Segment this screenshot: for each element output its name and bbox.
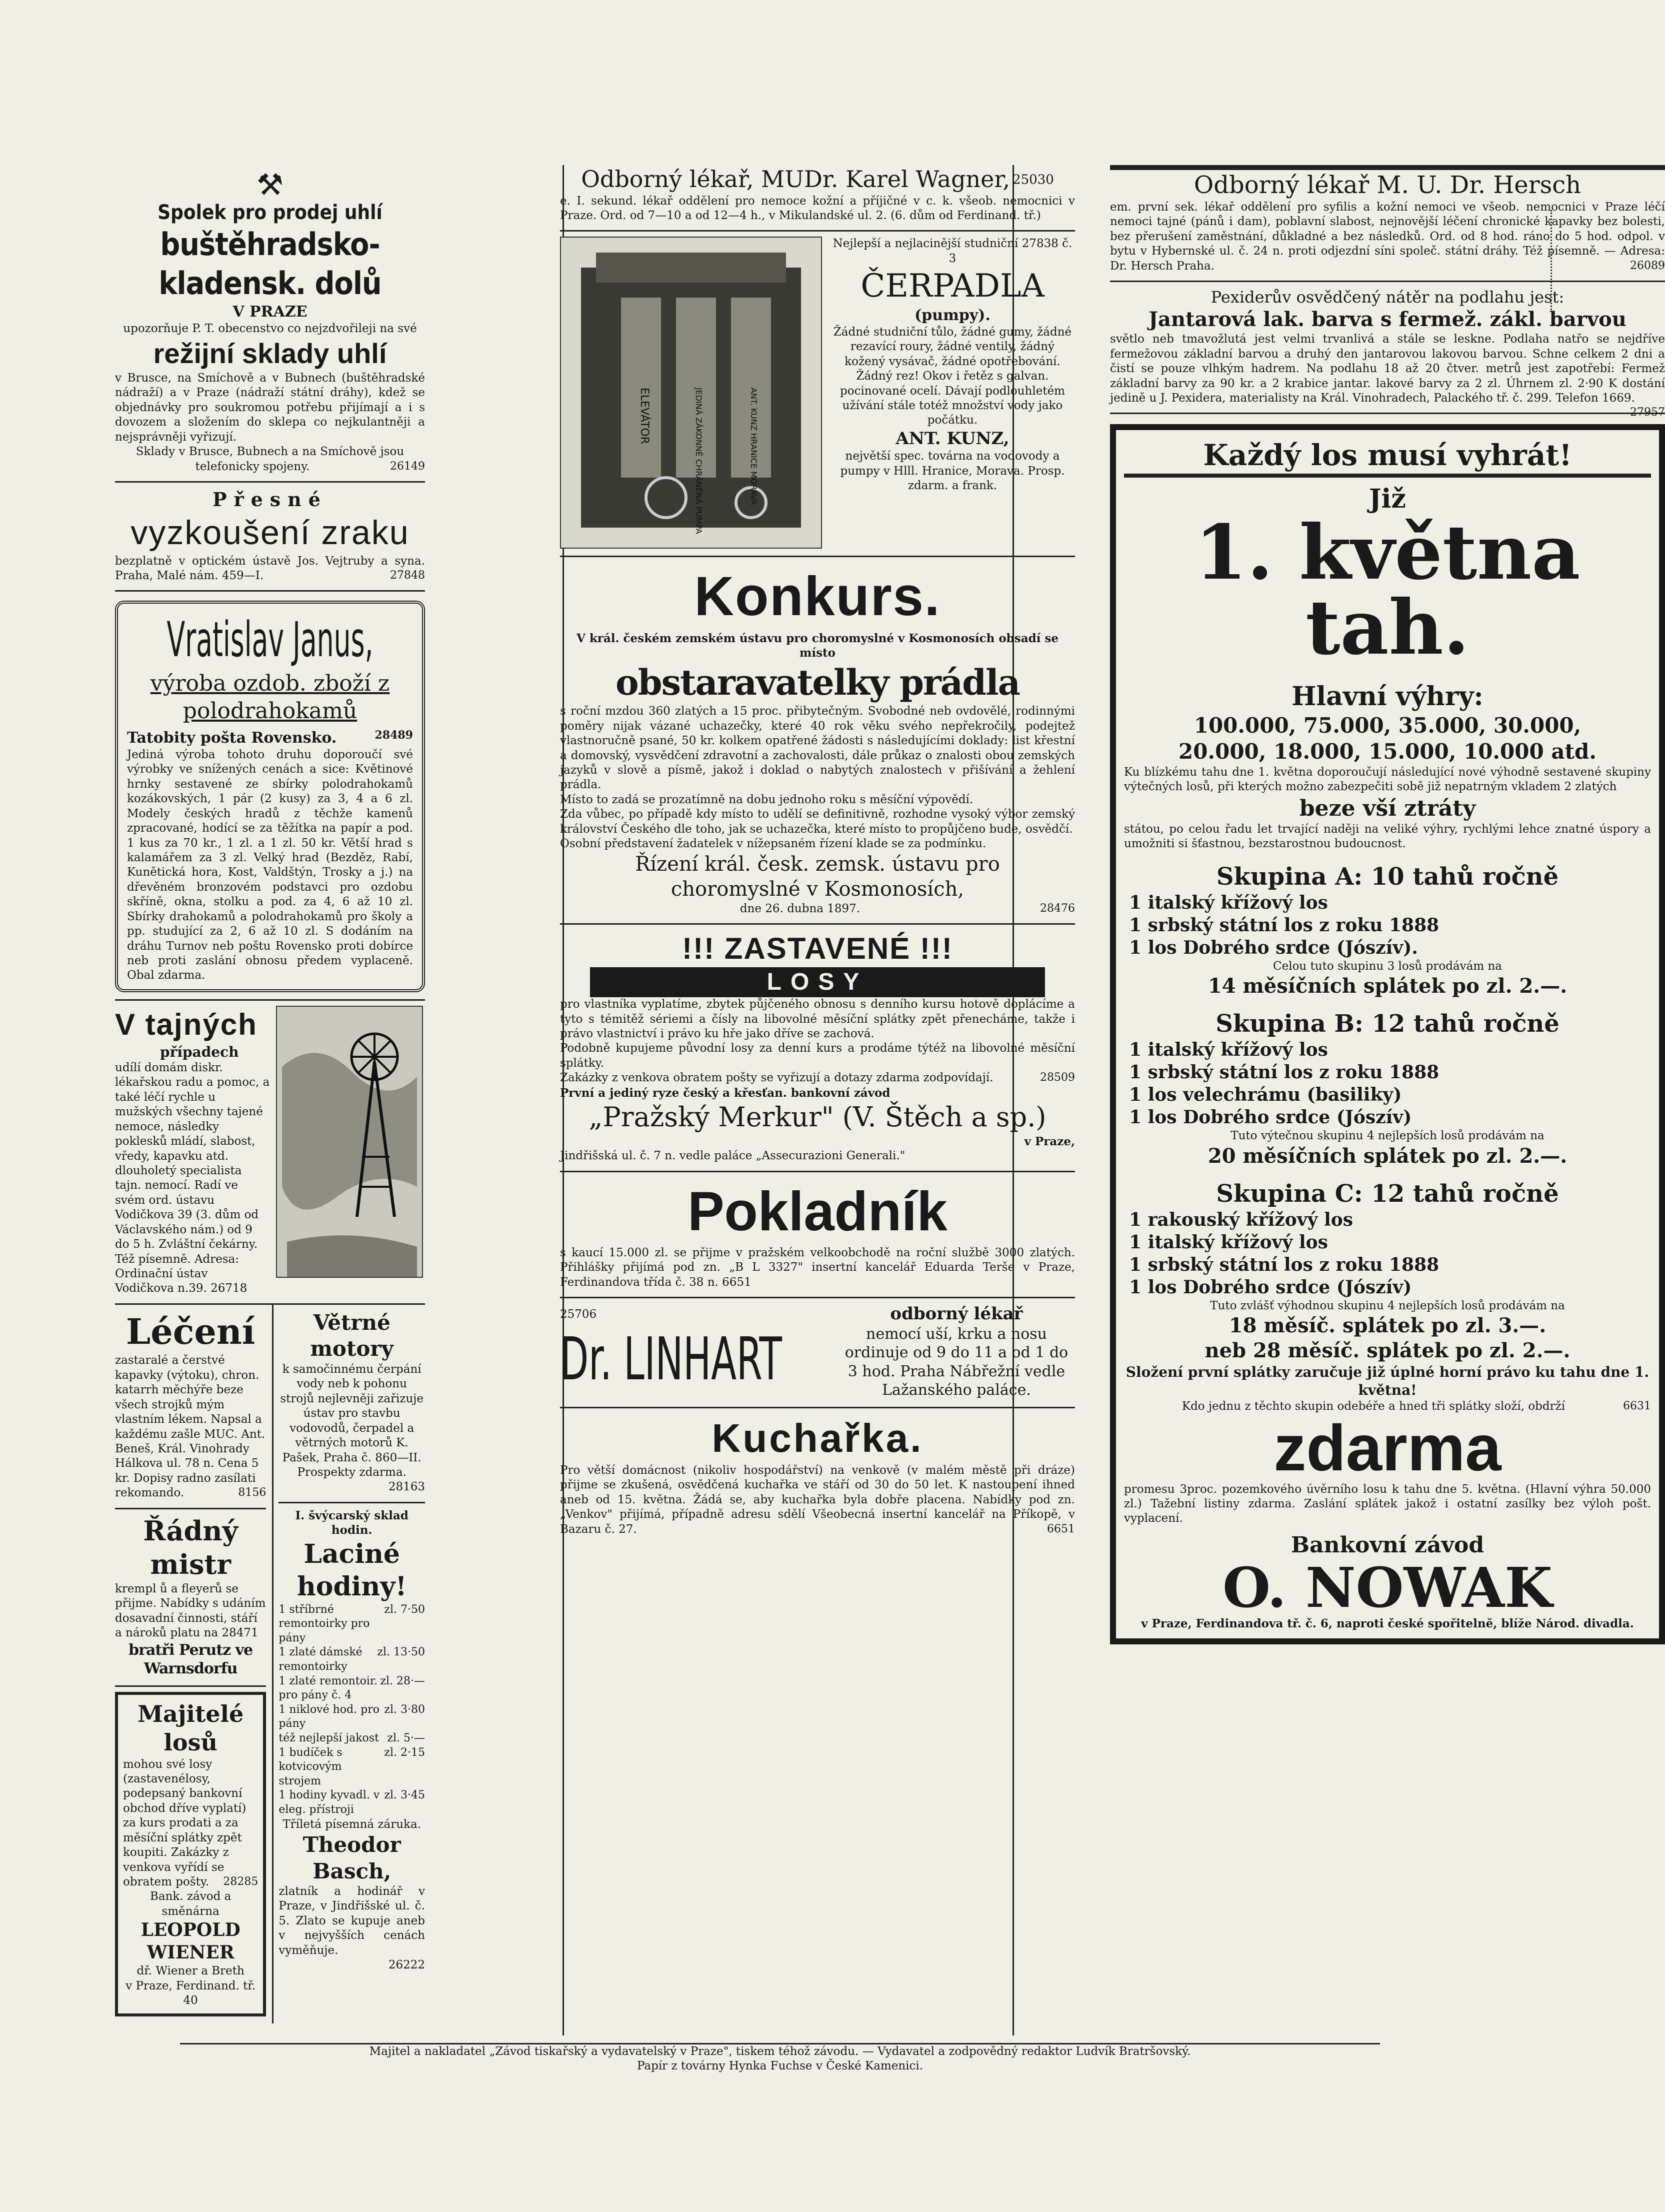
group-items xyxy=(1124,892,1651,959)
ad-text xyxy=(127,729,413,748)
ad-number: 27957 xyxy=(1630,406,1665,419)
ad-text: Zda vůbec, po případě kdy místo to udělí se definitivně, rozhodne vysoký výbor zemský království Českého dle toho, jak se uchazečka, které místo to propůjčeno bude, osvědčí. xyxy=(560,808,1075,836)
price-item: 1 zlaté dámské remontoirky xyxy=(278,1646,362,1673)
ad-body: zastaralé a čerstvé kapavky (výtoku), chron. katarrh měchýře beze všech strojků mým vlastním lékem. Napsal a každému zašle MUC. Ant. Beneš, Král. Vinohrady Hálkova ul. 78 n. Cena 5 kr. Dopisy radno zasílati rekomando. xyxy=(115,1354,266,1500)
group-note: Tuto výtečnou skupinu 4 nejlepších losů prodávám na xyxy=(1230,1129,1544,1143)
group-item: 1 srbský státní los z roku 1888 xyxy=(1129,1254,1440,1275)
ad-tajnych xyxy=(115,1001,425,1305)
ad-title: Vratislav Janus, xyxy=(166,612,374,668)
ad-date: dne 26. dubna 1897. xyxy=(740,902,860,915)
group-terms: 20 měsíčních splátek po zl. 2.—. xyxy=(1208,1144,1568,1168)
ad-address: Jindřišská ul. č. 7 n. vedle paláce „Assecurazioni Generali." xyxy=(560,1149,906,1163)
group-item: 1 italský křížový los xyxy=(1129,1039,1328,1061)
ad-text: První a jediný ryze český a křesťan. bankovní závod xyxy=(560,1086,890,1100)
ad-title: ČERPADLA xyxy=(860,268,1044,305)
ad-text xyxy=(560,1071,1075,1085)
group-items xyxy=(1124,1039,1651,1129)
ad-text xyxy=(115,1061,270,1296)
ad-text xyxy=(278,1480,425,1494)
ad-zrak xyxy=(115,483,425,592)
group-terms: neb 28 měsíč. splátek po zl. 2.—. xyxy=(1204,1338,1570,1362)
price-row xyxy=(278,1645,425,1674)
ad-leceni xyxy=(115,1305,266,1509)
ad-text xyxy=(560,1463,1075,1537)
price-item: 1 zlaté remontoir. pro pány č. 4 xyxy=(278,1674,378,1702)
price-value: zl. 13·50 xyxy=(377,1646,425,1659)
ad-title: Léčení xyxy=(126,1310,256,1352)
pump-label: ELEVÁTOR xyxy=(638,388,650,445)
ad-title: buštěhradsko-kladensk. dolů xyxy=(158,226,382,302)
ad-address: v Praze, Ferdinand. tř. 40 xyxy=(126,1979,256,2007)
ad-guarantee: Složení první splátky zaručuje již úplné horní právo ku tahu dne 1. května! xyxy=(1126,1363,1650,1398)
price-row xyxy=(278,1603,425,1646)
column-right xyxy=(1110,165,1665,1644)
ad-cerpadla xyxy=(560,232,1075,557)
ad-frame xyxy=(115,1692,266,2016)
ad-number: 26222 xyxy=(388,1958,425,1972)
ad-text xyxy=(278,1958,425,1972)
ad-text xyxy=(123,1757,258,1890)
ad-address: v Praze, Ferdinandova tř. č. 6, naproti české spořitelně, blíže Národ. divadla. xyxy=(1141,1617,1634,1631)
footer-line: Majitel a nakladatel „Závod tiskařský a vydavatelský v Praze", tiskem téhož závodu. — Vydavatel a zodpovědný redaktor Ludvík Bratršovský. xyxy=(369,2045,1191,2058)
price-row xyxy=(278,1703,425,1731)
ad-text: státou, po celou řadu let trvající naději na veliké výhry, rychlými lehce znatné úspory a umožniti si šťastnou, bezstarostnou budoucnost. xyxy=(1124,822,1651,851)
ad-title: Přesné xyxy=(212,488,328,511)
ad-text: promesu 3proc. pozemkového úvěrního losu k tahu dne 5. května. (Hlavní výhra 50.000 zl.) Tažební listiny zdarma. Zaslání splátek jakož i ostatní zasílky bez výloh pošt. vyplacení. xyxy=(1124,1482,1651,1525)
ad-loterie xyxy=(1110,424,1665,1644)
ad-text: Podobně kupujeme původní losy za denní kurs a prodáme týtéž na libovolné měsíční splátky. xyxy=(560,1042,1075,1070)
page-footer xyxy=(180,2043,1380,2073)
ad-wagner xyxy=(560,165,1075,232)
group-note: Tuto zvlášť výhodnou skupinu 4 nejlepších losů prodávám na xyxy=(1210,1299,1565,1312)
ad-title: Dr. LINHART xyxy=(560,1324,782,1393)
ad-number: 25706 xyxy=(560,1308,597,1321)
ad-text: s roční mzdou 360 zlatých a 15 proc. přibytečným. Svobodné neb ovdovělé, rodinnými poměry nijak vázané uchazečky, které 40 rok věku svého nepřekročily, podejtež vlastnoručně psané, 50 kr. kolkem opatřené žádosti s následujícími doklady: list křestní a domovský, vysvědčení zdravotní a zachovalosti, dále průkaz o znalosti obou zemských jazyků v slově a písmě, jakož i doklad o nabytých znalostech v přišívání a žehlení prádla. xyxy=(560,705,1075,792)
ad-firm: O. NOWAK xyxy=(1222,1555,1552,1620)
ad-lead: Již xyxy=(1369,483,1406,514)
ad-linhart-left xyxy=(560,1307,830,1396)
ad-konkurs xyxy=(560,557,1075,925)
ad-text xyxy=(115,554,425,584)
ad-number: 25030 xyxy=(1012,172,1054,188)
ad-text xyxy=(115,1582,266,1641)
ad-number: 26149 xyxy=(390,460,425,473)
pump-label: ANT. KUNZ HRANICE MORAVA xyxy=(749,388,758,506)
ad-body: Zakázky z venkova obratem pošty se vyřizují a dotazy zdarma zodpovídají. xyxy=(560,1071,994,1085)
ad-body: mohou své losy (zastavenélosy, podepsaný bankovní obchod dříve vyplatí) za kurs prodati a za měsíční splátky zpět koupiti. Zakázky z venkova vyřídí se obratem pošty. xyxy=(123,1757,246,1888)
ad-body: světlo neb tmavožlutá jest velmi trvanlivá a stále se leskne. Podlaha natřo se nejdříve fermežovou základní barvou a druhý den jantarovou lakovou barvou. Schne celkem 2 dni a čistí se pouze vlhkým hadrem. Na podlahu 18 až 20 čtver. metrů jest zapotřebí: Fermež základní barvy za 90 kr. a 2 krabice jantar. lakové barvy za 2 zl. Úhrnem zl. 2·90 K dostání jedině u J. Pexidera, materialisty na Král. Vinohradech, Palackého tř. č. 299. Telefon 1669. xyxy=(1110,333,1665,405)
group-title: Skupina A: 10 tahů ročně xyxy=(1216,862,1559,891)
windmill-icon xyxy=(277,1007,422,1277)
group-terms: 14 měsíčních splátek po zl. 2.—. xyxy=(1208,974,1568,998)
price-list xyxy=(278,1603,425,1817)
ad-lead: Nejlepší a nejlacinější studniční xyxy=(832,237,1018,251)
windmill-illustration xyxy=(276,1006,423,1278)
ad-lead: Bankovní závod xyxy=(1290,1532,1484,1558)
ad-body: udílí domám diskr. lékařskou radu a pomoc, a také léčí rychle u mužských všechny tajené nemoce, následky poklesků mládí, slabost, vředy, kapavku atd. dlouholetý specialista tajn. nemocí. Radí ve svém ord. ústavu Vodičkova 39 (3. dům od Václavského nám.) od 9 do 5 h. Zvláštní čekárny. Též písemně. Adresa: Ordinační ústav Vodičkova n.39. xyxy=(115,1061,270,1295)
hammers-icon: ⚒ xyxy=(256,168,284,203)
footer-line: Papír z továrny Hynka Fuchse v České Kamenici. xyxy=(636,2059,924,2072)
ad-text: Jediná výroba tohoto druhu doporoučí své výrobky ve snížených cenách a sice: Květinové hrnky sestavené ze sbírky polodrahokamů kozákovských, 1 pár (2 kusy) za 3, 4 a 6 zl. Modely českých hradů z těchže kamenů zpracované, hodící se za těžítka na papír a pod. 1 kus za 70 kr., 1 zl. a 1 zl. 50 kr. Větší hrad s kalamářem za 3 zl. Velký hrad (Bezděz, Rabí, Kunětická hora, Kost, Valdštýn, Trosky a j.) na dřevěném bronzovém podstavci pro ozdobu skříně, okna, stolku a pod. za 4, 6 až 10 zl. Sbírky drahokamů a polodrahokamů pro školy a pp. studující za 2, 6 až 10 zl. S dodáním na dráhu Turnov neb poštu Rovensko proti dobírce neb proti zaslání obnosu předem vyplaceně. Obal zdarma. xyxy=(127,748,413,982)
group-title: Skupina C: 12 tahů ročně xyxy=(1216,1179,1559,1208)
ad-title: !!! ZASTAVENÉ !!! xyxy=(682,932,953,966)
ad-title: Odborný lékař, MUDr. Karel Wagner, xyxy=(581,166,1010,193)
ad-stack-right xyxy=(272,1305,425,2023)
ad-text: Ku blízkému tahu dne 1. května doporoučují následující nové výhodně sestavené skupiny výtečných losů, při kterých možno zabezpečiti sobě již nepatrným vkladem 2 zlatých xyxy=(1124,765,1651,794)
group-item: 1 los Dobrého srdce (Jószív) xyxy=(1129,1276,1412,1298)
ad-text: největší spec. továrna na vodovody a pumpy v Hlll. Hranice, Morava. Prosp. zdarm. a frank. xyxy=(840,450,1065,493)
ad-firm: ANT. KUNZ, xyxy=(896,428,1010,449)
ad-number: 6651 xyxy=(1047,1522,1075,1535)
price-item: 1 hodiny kyvadl. v eleg. přístroji xyxy=(278,1789,380,1816)
price-value: zl. 7·50 xyxy=(384,1603,425,1616)
ad-number: 26089 xyxy=(1630,259,1665,272)
ad-text xyxy=(560,902,1075,916)
group-item: 1 italský křížový los xyxy=(1129,892,1328,913)
ad-text xyxy=(115,445,425,474)
price-item: 1 budíček s kotvicovým strojem xyxy=(278,1746,342,1787)
ad-hersch xyxy=(1110,165,1665,282)
price-row xyxy=(278,1788,425,1817)
ad-number: 28489 xyxy=(374,729,413,742)
price-row xyxy=(278,1746,425,1789)
ad-body: krempl ů a fleyerů se přijme. Nabídky s udáním dosavadní činnosti, stáří a nároků platu na xyxy=(115,1582,266,1640)
group-item: 1 los Dobrého srdce (Jószív). xyxy=(1129,937,1418,958)
ad-body: em. první sek. lékař oddělení pro syfilis a kožní nemoci ve všeob. nemocnici v Praze léčí nemoci tajné (pánů i dam), poblavní slabost, nejnovější léčení chronické kapavky bez bolesti, bez přerušení zaměstnání, důkladné a bez následků. Ord. od 8 hod. ráno do 5 hod. odpol. v bytu v Hybernské ul. č. 24 n. proti odjezdní síni společ. státní dráhy. Též písemně. — Adresa: Dr. Hersch Praha. xyxy=(1110,201,1665,273)
ad-subtitle: výroba ozdob. zboží z polodrahokamů xyxy=(150,671,390,724)
ad-header: I. švýcarský sklad hodin. xyxy=(295,1508,408,1537)
ad-lead: Pexiderův osvědčený nátěr na podlahu jest: xyxy=(1210,288,1564,307)
ad-text: nemocí uší, krku a nosu ordinuje od 9 do 11 a od 1 do 3 hod. Praha Nábřežní vedle Lažanského paláce. xyxy=(844,1325,1068,1399)
ad-subtitle: (pumpy). xyxy=(914,307,990,325)
price-value: zl. 2·15 xyxy=(384,1746,425,1759)
ad-text: Žádné studniční tůlo, žádné gumy, žádné rezavící roury, žádné ventily, žádný kožený vysávač, žádné opotřebování. Žádný rez! Okov i řetěz s galvan. pocinované ocelí. Dávají podlouhletém užívání stále totéž množství vody jako počátku. xyxy=(833,325,1072,427)
ad-text: V král. českém zemském ústavu pro choromyslné v Kosmonosích obsadí se místo xyxy=(576,631,1059,660)
ad-signature: choromyslné v Kosmonosích, xyxy=(670,877,964,901)
ad-row xyxy=(115,1305,425,2023)
ad-firm-sub: dř. Wiener a Breth xyxy=(136,1964,244,1978)
ad-number: 28285 xyxy=(223,1875,258,1888)
ad-banner: Každý los musí vyhrát! xyxy=(1124,437,1651,478)
ad-heading: obstaravatelky prádla xyxy=(615,661,1020,703)
ad-pokladnik xyxy=(560,1172,1075,1299)
ad-note: Sklady v Brusce, Bubnech a na Smíchově jsou telefonicky spojeny. xyxy=(136,445,404,473)
ad-text: Místo to zadá se prozatímně na dobu jednoho roku s měsíční výpovědí. xyxy=(560,793,974,806)
ad-spolek-uhli xyxy=(115,165,425,483)
price-item: též nejlepší jakost xyxy=(278,1732,379,1745)
ad-text: pro vlastníka vyplatíme, zbytek půjčeného obnosu s denního kursu hotově doplácíme a tyto s témitěž sériemi a čísly na libovolné měsíční splátky zpět přenecháme, takže i právo vlastnictví i právo ku hře jako dříve se zachová. xyxy=(560,998,1075,1040)
ad-wins: 20.000, 18.000, 15.000, 10.000 atd. xyxy=(1178,739,1596,764)
ad-title: LOSY xyxy=(590,967,1045,997)
ad-firm: Theodor Basch, xyxy=(302,1832,401,1883)
group-item: 1 los velechrámu (basiliky) xyxy=(1129,1084,1402,1106)
ad-title: tah. xyxy=(1306,583,1470,672)
ad-heading: Hlavní výhry: xyxy=(1292,681,1484,712)
ad-firm-sub: Bank. závod a směnárna xyxy=(150,1890,232,1918)
ad-text xyxy=(830,237,1075,266)
group-title: Skupina B: 12 tahů ročně xyxy=(1216,1010,1560,1038)
ad-title: Majitelé losů xyxy=(138,1700,244,1756)
ad-title: Spolek pro prodej uhlí xyxy=(158,201,382,224)
group-item: 1 srbský státní los z roku 1888 xyxy=(1129,1062,1440,1083)
ad-title: Pokladník xyxy=(688,1180,948,1242)
ad-janus xyxy=(115,592,425,1001)
ad-body: Pro větší domácnost (nikoliv hospodářství) na venkově (v malém městě při dráze) přijme se zkušená, osvědčená kuchařka ve stáří od 30 do 50 let. K nastoupení ihned aneb od 15. května. Žádá se, aby kuchařka byla dobře placena. Nabídky pod zn. „Venkov" přijímá, případně adresu sdělí Všeobecná insertní kancelář na Příkopě, v Bazaru č. 27. xyxy=(560,1463,1075,1536)
price-item: 1 stříbrné remontoirky pro pány xyxy=(278,1603,370,1644)
ad-title: Řádný mistr xyxy=(143,1514,238,1581)
group-item: 1 rakouský křížový los xyxy=(1129,1209,1354,1230)
price-value: zl. 5·— xyxy=(387,1732,425,1745)
price-value: zl. 3·80 xyxy=(384,1703,425,1716)
ad-text: Osobní představení žadatelek v nížepsaném řízení klade se za podmínku. xyxy=(560,837,986,851)
ad-number: 27838 č. 3 xyxy=(948,237,1072,265)
group-item: 1 italský křížový los xyxy=(1129,1231,1328,1253)
group-item: 1 srbský státní los z roku 1888 xyxy=(1129,914,1440,936)
ad-title: vyzkoušení zraku xyxy=(130,513,410,552)
price-row xyxy=(278,1731,425,1746)
ad-subtitle: odborný lékař xyxy=(890,1304,1023,1324)
ad-title: Laciné hodiny! xyxy=(296,1538,407,1602)
ad-kucharka xyxy=(560,1408,1075,1544)
ad-motory xyxy=(278,1305,425,1503)
price-row xyxy=(278,1674,425,1703)
ad-note: Kdo jednu z těchto skupin odebéře a hned tři splátky složí, obdrží xyxy=(1182,1399,1566,1413)
ad-number: 6631 xyxy=(1623,1399,1651,1412)
ad-text xyxy=(1110,200,1665,274)
ad-city: V PRAZE xyxy=(232,303,308,321)
ad-signature: Řízení král. česk. zemsk. ústavu pro xyxy=(635,852,1000,876)
group-item: 1 los Dobrého srdce (Jószív) xyxy=(1129,1107,1412,1128)
column-middle xyxy=(560,165,1075,1544)
ad-cerpadla-text xyxy=(830,237,1075,549)
ad-text: k samočinnému čerpání vody neb k pohonu strojů nejlevněji zařizuje ústav pro stavbu vodovodů, čerpadel a větrných motorů K. Pašek, Praha č. 860—II. Prospekty zdarma. xyxy=(280,1362,424,1479)
pump-label: JEDINÁ ZÁKONNĚ CHRÁNĚNÁ PUMPA xyxy=(694,388,704,534)
ad-title: Jantarová lak. barva s fermež. zákl. barvou xyxy=(1148,308,1626,332)
ad-post: Tatobity pošta Rovensko. xyxy=(127,729,337,747)
ad-body: s kaucí 15.000 zl. se přijme v pražském velkoobchodě na roční službě 3000 zlatých. Přihlášky přijímá pod zn. „B L 3327" insertní kancelář Eduarda Terše v Praze, Ferdinandova třída č. 38 n. xyxy=(560,1246,1075,1289)
price-value: zl. 3·45 xyxy=(384,1789,425,1802)
ad-body: bezplatně v optickém ústavě Jos. Vejtruby a syna. Praha, Malé nám. 459—I. xyxy=(115,554,425,582)
ad-linhart xyxy=(560,1298,1075,1408)
ad-title: V tajných xyxy=(115,1007,258,1041)
ad-subtitle: případech xyxy=(160,1043,239,1060)
ad-number: 28471 xyxy=(222,1626,258,1640)
ad-majitele xyxy=(115,1687,266,2023)
ad-firm: LEOPOLD WIENER xyxy=(140,1919,240,1963)
ad-text xyxy=(560,1246,1075,1290)
ad-number: 28163 xyxy=(388,1480,425,1494)
ad-number: 27848 xyxy=(390,569,425,582)
pump-icon xyxy=(561,238,821,548)
ad-number: 6651 xyxy=(722,1275,752,1289)
price-item: 1 niklové hod. pro pány xyxy=(278,1703,380,1730)
ad-number: 26718 xyxy=(210,1282,248,1295)
group-terms: 18 měsíč. splátek po zl. 3.—. xyxy=(1228,1313,1546,1337)
ad-text: v Brusce, na Smíchově a v Bubnech (buštěhradské nádraží) a v Praze (nádraží státní dráhy), kdež se objednávky pro soukromou potřebu přijímají a i s dovozem a složením do sklepa co nejkulantněji a nejsprávněji vyřizují. xyxy=(115,371,425,444)
ad-text xyxy=(115,1353,266,1500)
ad-note: Tříletá písemná záruka. xyxy=(282,1817,422,1831)
newspaper-page xyxy=(100,165,1665,2045)
ad-wins: 100.000, 75.000, 35.000, 30.000, xyxy=(1194,713,1582,738)
group-note: Celou tuto skupinu 3 losů prodávám na xyxy=(1273,959,1502,973)
ad-title: 1. května xyxy=(1194,508,1580,597)
ad-stack-left xyxy=(115,1305,266,2023)
column-left xyxy=(115,165,425,2023)
ad-linhart-right xyxy=(838,1303,1075,1400)
ad-losy xyxy=(560,925,1075,1172)
ad-firm: bratři Perutz ve Warnsdorfu xyxy=(128,1641,253,1677)
ad-title: Kuchařka. xyxy=(712,1415,924,1460)
ad-text: zlatník a hodinář v Praze, v Jindřišské ul. č. 5. Zlato se kupuje aneb v nejvyšších cenách vyměňuje. xyxy=(278,1885,425,1957)
ad-number: 8156 xyxy=(238,1486,266,1499)
ad-title: Konkurs. xyxy=(694,566,941,628)
ad-title: Větrné motory xyxy=(310,1310,394,1361)
ad-city: v Praze, xyxy=(1024,1134,1075,1148)
ad-hodiny xyxy=(278,1503,425,1980)
ad-number: 28476 xyxy=(1040,902,1075,915)
ad-mistr xyxy=(115,1509,266,1687)
ad-number: 28509 xyxy=(1040,1071,1075,1084)
ad-frame xyxy=(115,601,425,992)
ad-zdarma: zdarma xyxy=(1274,1411,1502,1485)
ad-jantar xyxy=(1110,282,1665,419)
ad-text: e. I. sekund. lékař oddělení pro nemoce kožní a příjičné v c. k. všeob. nemocnici v Praze. Ord. od 7—10 a od 12—4 h., v Mikulandské ul. 2. (6. dům od Ferdinand. tř.) xyxy=(560,194,1075,222)
ad-heading: beze vší ztráty xyxy=(1299,795,1476,821)
ad-heading: režijní sklady uhlí xyxy=(153,337,387,369)
ad-firm: „Pražský Merkur" (V. Štěch a sp.) xyxy=(588,1101,1046,1133)
group-items xyxy=(1124,1209,1651,1299)
ad-tajnych-text xyxy=(115,1006,270,1296)
ad-title: Odborný lékař M. U. Dr. Hersch xyxy=(1110,165,1665,200)
ad-title-line xyxy=(560,165,1075,194)
ad-text: upozorňuje P. T. obecenstvo co nejzdvořileji na své xyxy=(123,322,417,335)
pump-illustration xyxy=(560,237,822,549)
ad-text xyxy=(1110,332,1665,419)
price-value: zl. 28·— xyxy=(380,1674,425,1687)
